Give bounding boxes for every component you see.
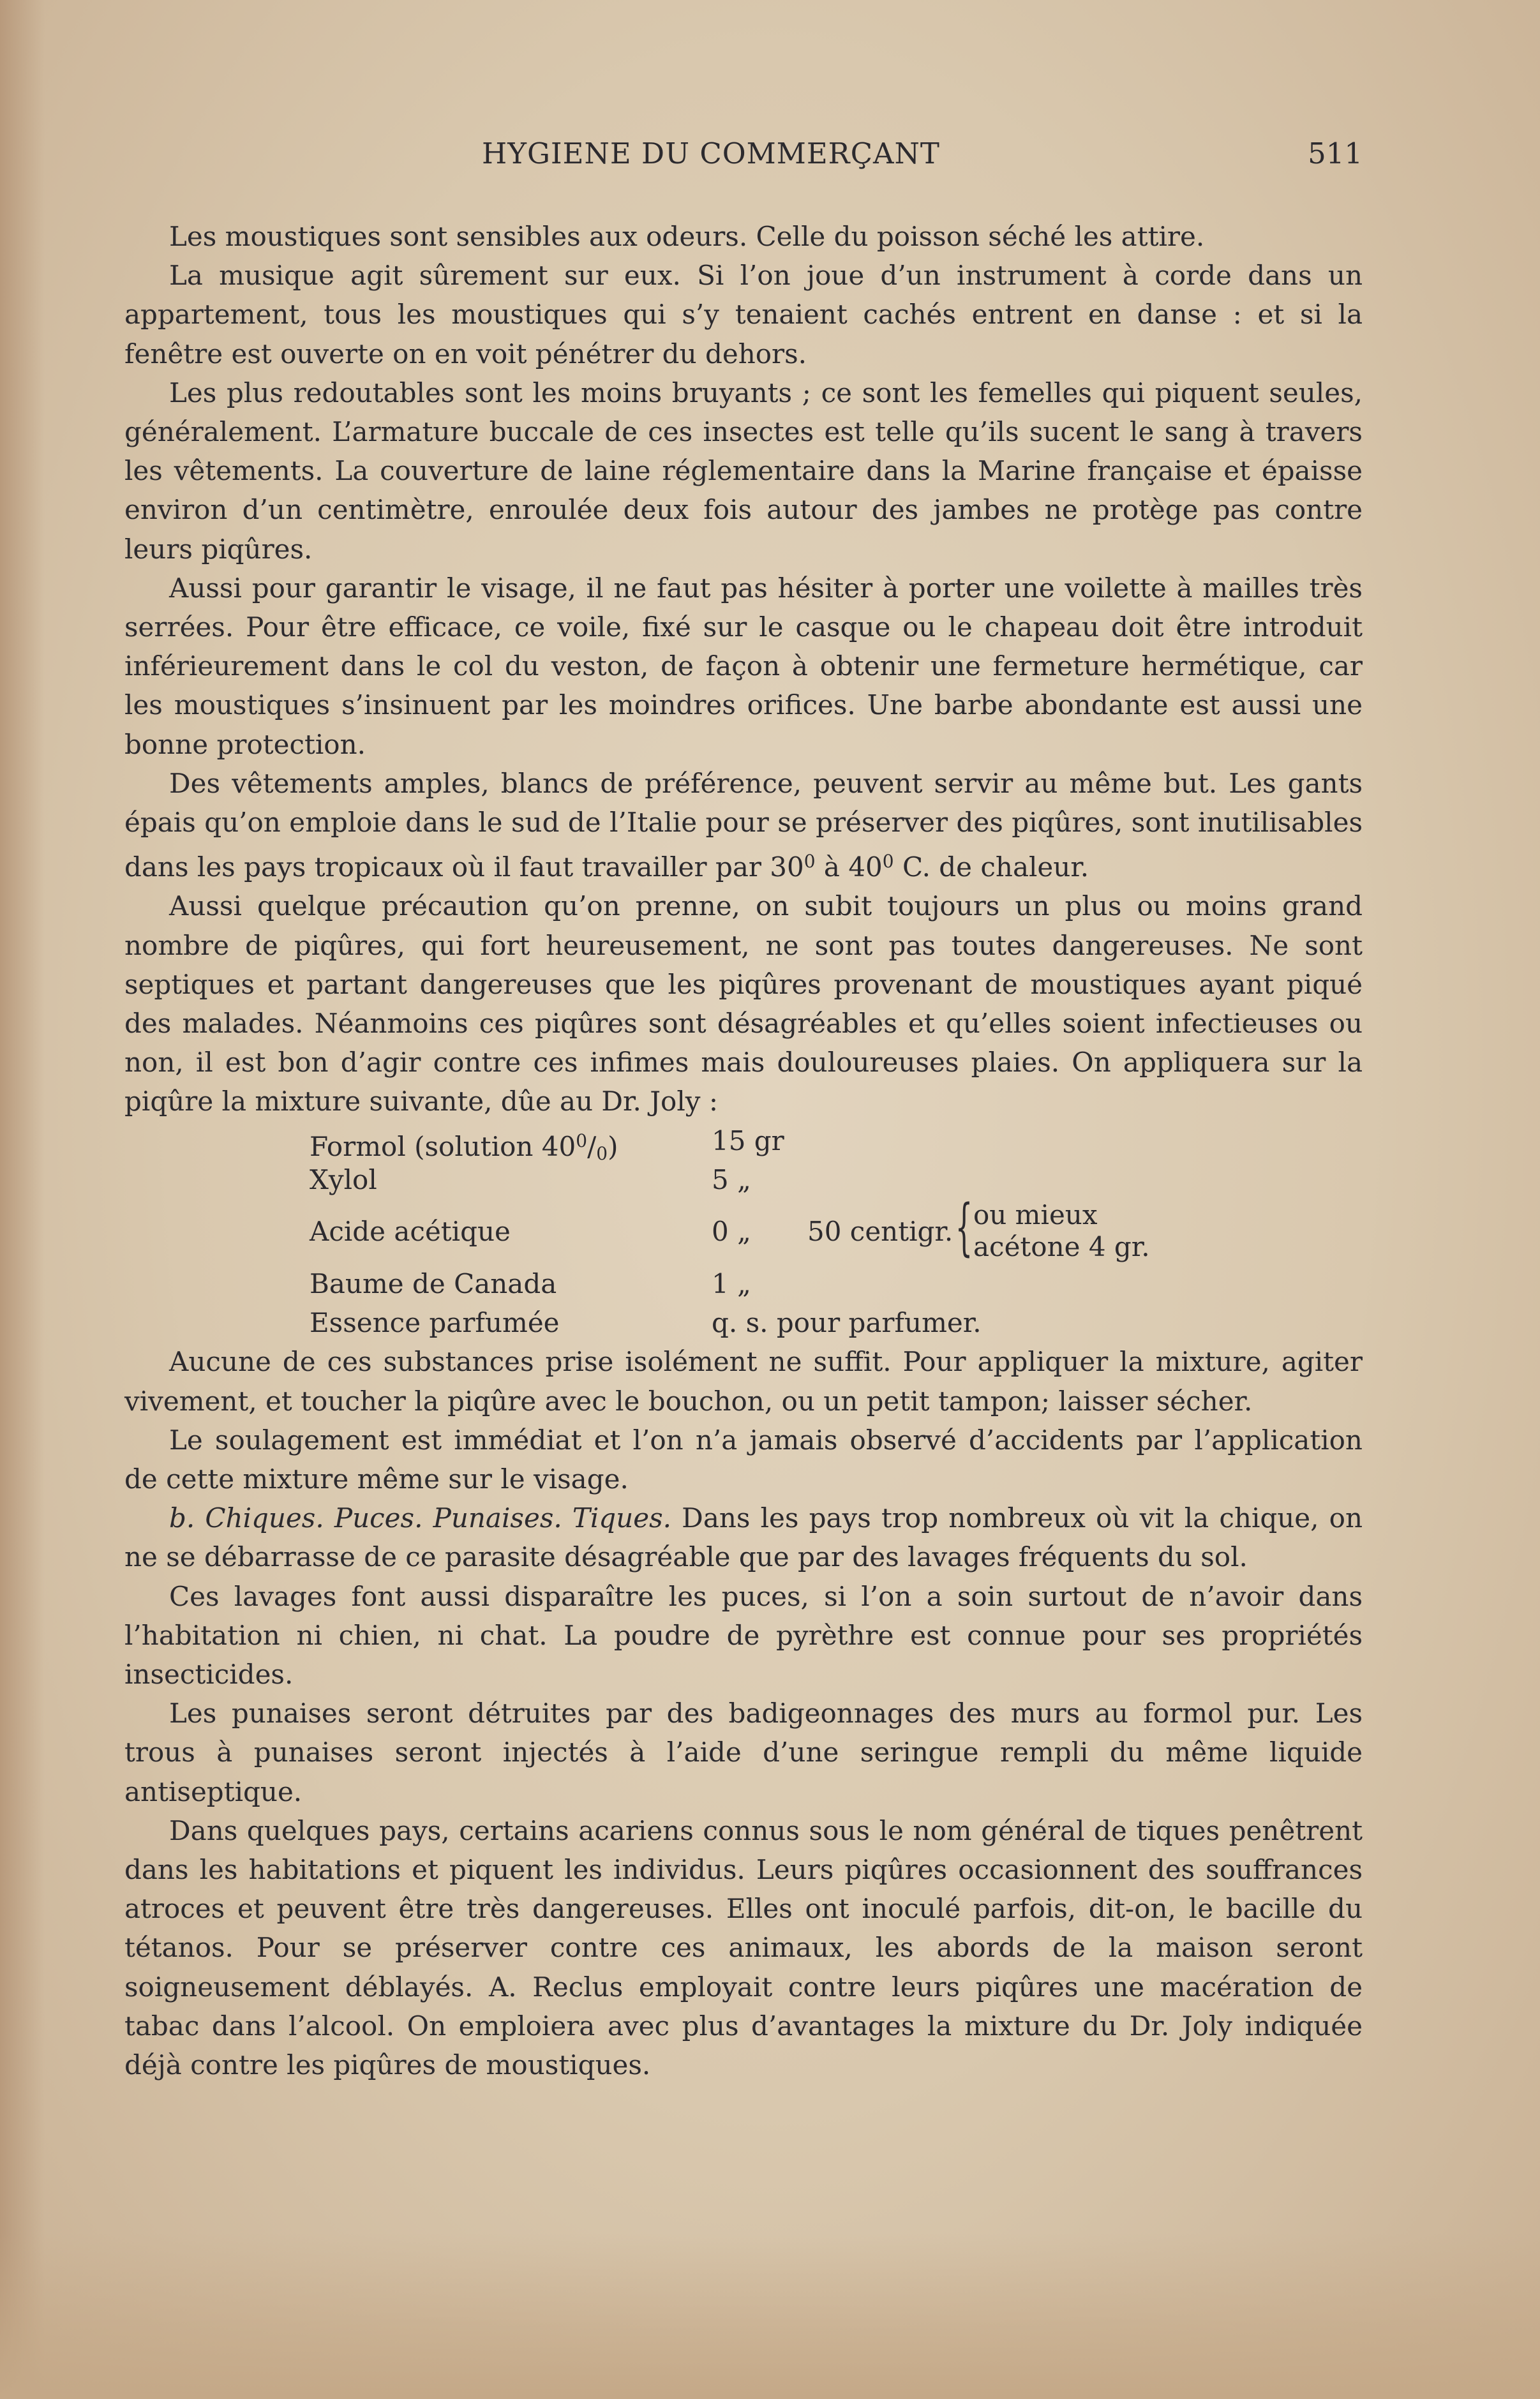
ingredient-name: Essence parfumée — [310, 1307, 560, 1339]
paragraph-text: C. de chaleur. — [893, 851, 1089, 883]
degree-sign: 0 — [804, 851, 816, 872]
ingredient-name: Acide acétique — [310, 1216, 511, 1248]
ingredient-extra: 50 centigr. — [807, 1216, 953, 1248]
formula-row — [310, 1303, 1363, 1342]
paragraph: Le soulagement est immédiat et l’on n’a jamais observé d’accidents par l’application de cette mixture même sur le visage. — [124, 1424, 1363, 1495]
paragraph: La musique agit sûrement sur eux. Si l’on joue d’un instrument à corde dans un appartement, tous les moustiques qui s’y tenaient cachés entrent en danse : et si la fenêtre est ouverte on en voit pénétrer du dehors. — [124, 260, 1363, 370]
formula-row — [310, 1121, 1363, 1164]
formula-row — [310, 1264, 1363, 1303]
section-heading: b. Chiques. Puces. Punaises. Tiques. — [169, 1502, 672, 1534]
paragraph — [124, 764, 1363, 887]
alt-line: ou mieux — [973, 1199, 1098, 1231]
ingredient-quantity: 15 gr — [712, 1125, 784, 1156]
paragraph: Les moustiques sont sensibles aux odeurs. Celle du poisson séché les attire. — [169, 221, 1205, 252]
ingredient-quantity: 1 „ — [712, 1268, 751, 1300]
ingredient-name: Xylol — [310, 1163, 377, 1195]
ingredient-quantity: 5 „ — [712, 1163, 751, 1195]
paragraph: Dans quelques pays, certains acariens connus sous le nom général de tiques penêtrent dans les habitations et piquent les individus. Leurs piqûres occasionnent des souffrances atroces et peuvent être très dangereuses. Elles ont inoculé parfois, dit-on, le bacille du tétanos. Pour se préserver contre ces animaux, les abords de la maison seront soigneusement déblayés. A. Reclus employait contre leurs piqûres une macération de tabac dans l’alcool. On emploiera avec plus d’avantages la mixture du Dr. Joly indiquée déjà contre les piqûres de moustiques. — [124, 1814, 1363, 2081]
ingredient-quantity: 0 „ — [712, 1216, 751, 1248]
close-paren: ) — [608, 1130, 618, 1162]
alt-line: acétone 4 gr. — [973, 1231, 1150, 1263]
formula-table — [310, 1121, 1363, 1343]
paragraph-text: Dans les pays trop nombreux où vit la chique, on ne se débarrasse de ce parasite désagréable que par des lavages fréquents du sol. — [124, 1502, 1363, 1573]
degree-sign: 0 — [882, 851, 894, 872]
ingredient-alternative — [973, 1199, 1150, 1263]
page-body — [124, 217, 1363, 2084]
paragraph: Les punaises seront détruites par des badigeonnages des murs au formol pur. Les trous à punaises seront injectés à l’aide d’une seringue rempli du même liquide antiseptique. — [124, 1698, 1363, 1807]
paragraph: Aucune de ces substances prise isolément ne suffit. Pour appliquer la mixture, agiter vivement, et toucher la piqûre avec le bouchon, ou un petit tampon; laisser sécher. — [124, 1346, 1363, 1417]
ingredient-name: Baume de Canada — [310, 1268, 557, 1300]
page-number: 511 — [1308, 137, 1363, 170]
page-bottom-shadow — [0, 2233, 1540, 2399]
superscript: 0 — [576, 1130, 588, 1151]
paragraph-text: Des vêtements amples, blancs de préférence, peuvent servir au même but. Les gants épais qu’on emploie dans le sud de l’Italie pour se préserver des piqûres, sont inutilisables dans les pays tropicaux où il faut travailler par 30 — [124, 767, 1363, 883]
paragraph-text: à 40 — [815, 851, 883, 883]
ingredient-quantity: q. s. pour parfumer. — [712, 1307, 982, 1339]
formula-row — [310, 1160, 1363, 1199]
paragraph — [124, 1498, 1363, 1576]
paragraph: Les plus redoutables sont les moins bruyants ; ce sont les femelles qui piquent seules, généralement. L’armature buccale de ces insectes est telle qu’ils sucent le sang à travers les vêtements. La couverture de laine réglementaire dans la Marine française et épaisse environ d’un centimètre, enroulée deux fois autour des jambes ne protège pas contre leurs piqûres. — [124, 377, 1363, 565]
ingredient-name-text: Formol (solution 40 — [310, 1130, 576, 1162]
paragraph: Ces lavages font aussi disparaître les puces, si l’on a soin surtout de n’avoir dans l’habitation ni chien, ni chat. La poudre de pyrèthre est connue pour ses propriétés insecticides. — [124, 1580, 1363, 1691]
formula-row — [310, 1192, 1363, 1264]
paragraph: Aussi quelque précaution qu’on prenne, on subit toujours un plus ou moins grand nombre de piqûres, qui fort heureusement, ne sont pas toutes dangereuses. Ne sont septiques et partant dangereuses que les piqûres provenant de moustiques ayant piqué des malades. Néanmoins ces piqûres sont désagréables et qu’elles soient infectieuses ou non, il est bon d’agir contre ces infimes mais douloureuses plaies. On appliquera sur la piqûre la mixture suivante, dûe au Dr. Joly : — [124, 890, 1363, 1117]
paragraph: Aussi pour garantir le visage, il ne faut pas hésiter à porter une voilette à mailles très serrées. Pour être efficace, ce voile, fixé sur le casque ou le chapeau doit être introduit inférieurement dans le col du veston, de façon à obtenir une fermeture hermétique, car les moustiques s’insinuent par les moindres orifices. Une barbe abondante est aussi une bonne protection. — [124, 572, 1363, 760]
slash: / — [587, 1130, 597, 1162]
page-edge-shadow — [0, 0, 45, 2399]
subscript: 0 — [596, 1142, 608, 1164]
brace-icon: { — [955, 1192, 973, 1264]
running-title: HYGIENE DU COMMERÇANT — [482, 137, 940, 170]
page-header — [124, 137, 1363, 175]
